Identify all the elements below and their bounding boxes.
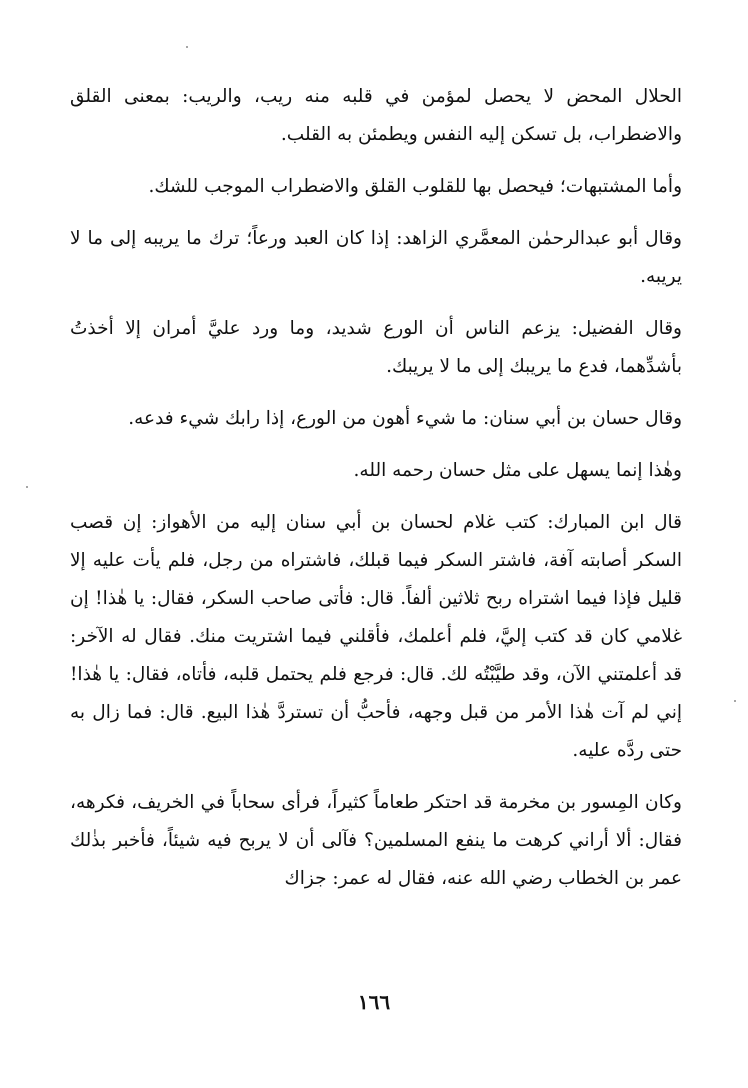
page-number: ١٦٦ (357, 990, 391, 1014)
page-body (70, 78, 682, 912)
paragraph-7: قال ابن المبارك: كتب غلام لحسان بن أبي سنان إليه من الأهواز: إن قصب السكر أصابته آفة، فاشتر السكر فيما قبلك، فاشتراه من رجل، فلم يأت عليه إلا قليل فإذا فيما اشتراه ربح ثلاثين ألفاً. قال: فأتى صاحب السكر، فقال: يا هٰذا! إن غلامي كان قد كتب إليَّ، فلم أعلمك، فأقلني فيما اشتريت منك. فقال له الآخر: قد أعلمتني الآن، وقد طيَّبْتُه لك. قال: فرجع فلم يحتمل قلبه، فأتاه، فقال: يا هٰذا! إني لم آت هٰذا الأمر من قبل وجهه، فأحبُّ أن تستردَّ هٰذا البيع. قال: فما زال به حتى ردَّه عليه. (70, 512, 682, 761)
scan-speck (734, 700, 736, 702)
paragraph-3: وقال أبو عبدالرحمٰن المعمَّري الزاهد: إذا كان العبد ورعاً؛ ترك ما يريبه إلى ما لا يريبه. (70, 228, 682, 287)
scan-speck (186, 46, 188, 48)
scan-speck (26, 486, 28, 488)
paragraph-6: وهٰذا إنما يسهل على مثل حسان رحمه الله. (353, 460, 682, 481)
paragraph-5: وقال حسان بن أبي سنان: ما شيء أهون من الورع، إذا رابك شيء فدعه. (128, 408, 682, 429)
paragraph-1: الحلال المحض لا يحصل لمؤمن في قلبه منه ريب، والريب: بمعنى القلق والاضطراب، بل تسكن إليه النفس ويطمئن به القلب. (70, 86, 682, 145)
paragraph-4: وقال الفضيل: يزعم الناس أن الورع شديد، وما ورد عليَّ أمران إلا أخذتُ بأشدِّهما، فدع ما يريبك إلى ما لا يريبك. (70, 318, 682, 377)
paragraph-8: وكان المِسور بن مخرمة قد احتكر طعاماً كثيراً، فرأى سحاباً في الخريف، فكرهه، فقال: ألا أراني كرهت ما ينفع المسلمين؟ فآلى أن لا يربح فيه شيئاً، فأخبر بذٰلك عمر بن الخطاب رضي الله عنه، فقال له عمر: جزاك (70, 792, 682, 889)
paragraph-2: وأما المشتبهات؛ فيحصل بها للقلوب القلق والاضطراب الموجب للشك. (148, 176, 682, 197)
